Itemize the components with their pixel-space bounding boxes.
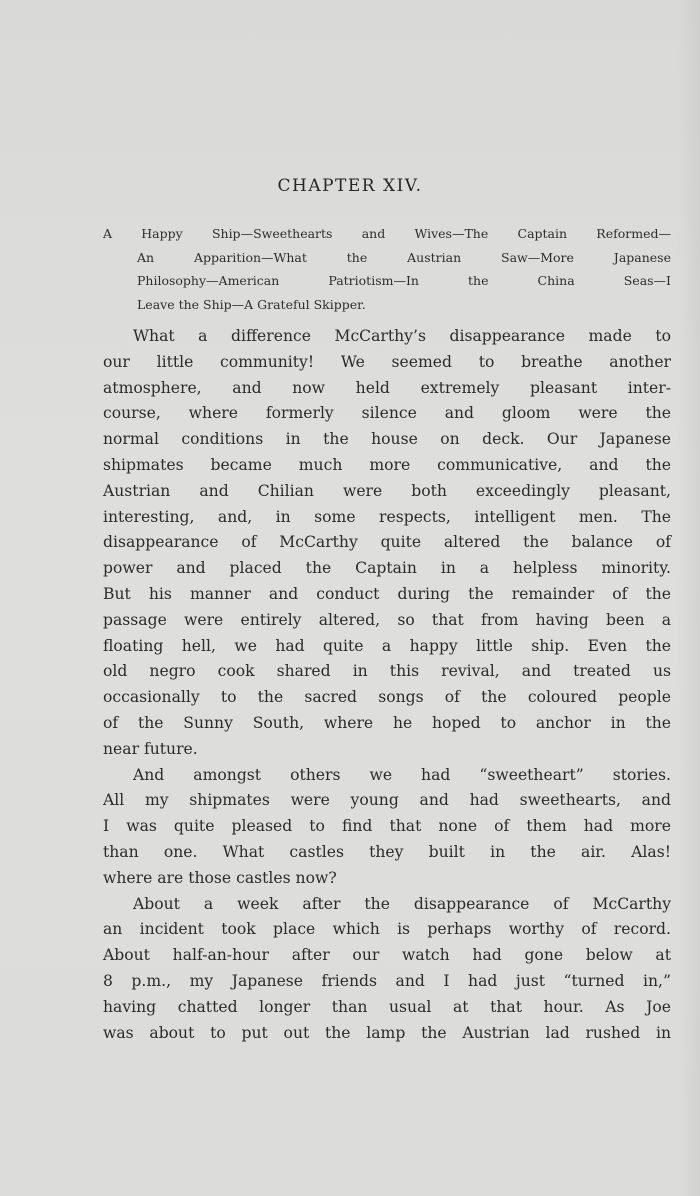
text-line: an incident took place which is perhaps worthy of record. [103, 920, 671, 939]
text-line: All my shipmates were young and had sweethearts, and [103, 791, 671, 810]
text-line: power and placed the Captain in a helpless minority. [103, 559, 671, 578]
paragraph [103, 892, 671, 1047]
text-line: Austrian and Chilian were both exceedingly pleasant, [103, 481, 671, 500]
chapter-title: CHAPTER XIV. [277, 176, 423, 196]
text-line: than one. What castles they built in the air. Alas! [103, 842, 671, 861]
text-line: atmosphere, and now held extremely pleasant inter- [103, 378, 671, 397]
synopsis-line: Leave the Ship—A Grateful Skipper. [137, 296, 366, 312]
text-line: normal conditions in the house on deck. Our Japanese [103, 430, 671, 449]
paragraph [103, 324, 671, 763]
text-line: disappearance of McCarthy quite altered the balance of [103, 533, 671, 552]
text-line: floating hell, we had quite a happy little ship. Even the [103, 636, 671, 655]
text-line: old negro cook shared in this revival, and treated us [103, 662, 671, 681]
text-line: 8 p.m., my Japanese friends and I had just “turned in,” [103, 971, 671, 990]
body-text [103, 324, 671, 1046]
text-line: occasionally to the sacred songs of the coloured people [103, 688, 671, 707]
text-line: our little community! We seemed to breathe another [103, 352, 671, 371]
synopsis-line: An Apparition—What the Austrian Saw—More Japanese [137, 249, 671, 265]
text-line: interesting, and, in some respects, intelligent men. The [103, 507, 671, 526]
text-line: having chatted longer than usual at that hour. As Joe [103, 997, 671, 1016]
text-line: And amongst others we had “sweetheart” stories. [133, 765, 671, 784]
chapter-synopsis [103, 222, 671, 316]
text-line: was about to put out the lamp the Austrian lad rushed in [103, 1023, 671, 1042]
text-line: passage were entirely altered, so that from having been a [103, 610, 671, 629]
text-line: What a difference McCarthy’s disappearance made to [133, 327, 671, 345]
text-line: I was quite pleased to find that none of them had more [103, 817, 671, 836]
synopsis-line: A Happy Ship—Sweethearts and Wives—The Captain Reformed— [103, 226, 671, 241]
text-line: But his manner and conduct during the remainder of the [103, 584, 671, 603]
paragraph [103, 763, 671, 892]
text-line: of the Sunny South, where he hoped to anchor in the [103, 713, 671, 732]
text-line: near future. [103, 739, 198, 758]
text-line: course, where formerly silence and gloom were the [103, 404, 671, 423]
text-line: About half-an-hour after our watch had gone below at [103, 946, 671, 965]
text-line: where are those castles now? [103, 868, 337, 887]
text-line: shipmates became much more communicative, and the [103, 455, 671, 474]
text-line: About a week after the disappearance of McCarthy [133, 894, 671, 913]
synopsis-line: Philosophy—American Patriotism—In the China Seas—I [137, 273, 671, 288]
